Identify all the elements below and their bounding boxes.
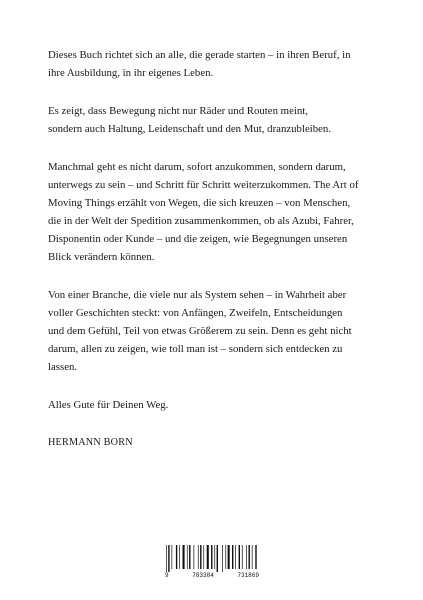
barcode-bar bbox=[232, 545, 233, 569]
text-line: und dem Gefühl, Teil von etwas Größerem zu sein. Denn es geht nicht bbox=[48, 325, 352, 337]
barcode-bar bbox=[166, 545, 167, 572]
barcode-bar bbox=[172, 545, 173, 569]
barcode-bar bbox=[189, 545, 190, 569]
text-line: voller Geschichten steckt: von Anfängen, Zweifeln, Entscheidungen bbox=[48, 307, 343, 319]
paragraph-journey bbox=[48, 158, 382, 266]
barcode-bar bbox=[187, 545, 188, 569]
text-line: Disponentin oder Kunde – und die zeigen, wie Begegnungen unseren bbox=[48, 233, 348, 245]
barcode-bar bbox=[228, 545, 230, 569]
barcode-bar bbox=[246, 545, 247, 569]
barcode-bar bbox=[252, 545, 253, 569]
barcode-bar bbox=[211, 545, 212, 569]
barcode-digit-group: 783384 bbox=[192, 572, 214, 579]
barcode-bar bbox=[194, 545, 195, 569]
barcode-bar bbox=[183, 545, 185, 569]
barcode-bar bbox=[256, 545, 257, 569]
barcode-digits bbox=[164, 572, 260, 579]
text-line: ihre Ausbildung, in ihr eigenes Leben. bbox=[48, 67, 214, 79]
text-line: sondern auch Haltung, Leidenschaft und den Mut, dranzubleiben. bbox=[48, 123, 332, 135]
barcode-bar bbox=[255, 545, 256, 569]
text-line: Es zeigt, dass Bewegung nicht nur Räder und Routen meint, bbox=[48, 105, 308, 117]
author-signature: HERMANN BORN bbox=[48, 437, 133, 448]
text-line: Manchmal geht es nicht darum, sofort anzukommen, sondern darum, bbox=[48, 161, 346, 173]
barcode-bar bbox=[242, 545, 243, 569]
barcode-bar bbox=[200, 545, 201, 569]
text-line: lassen. bbox=[48, 361, 78, 373]
barcode-bar bbox=[239, 545, 240, 569]
barcode-bar bbox=[176, 545, 177, 569]
barcode-bar bbox=[214, 545, 215, 569]
text-line: Dieses Buch richtet sich an alle, die gerade starten – in ihren Beruf, in bbox=[48, 49, 351, 61]
text-line: Von einer Branche, die viele nur als System sehen – in Wahrheit aber bbox=[48, 289, 347, 301]
barcode-bar bbox=[249, 545, 250, 569]
text-line: darum, allen zu zeigen, wie toll man ist – sondern sich entdecken zu bbox=[48, 343, 343, 355]
closing-greeting: Alles Gute für Deinen Weg. bbox=[48, 399, 169, 411]
barcode-bar bbox=[198, 545, 199, 569]
barcode-bar bbox=[207, 545, 209, 569]
paragraph-movement bbox=[48, 102, 382, 138]
barcode-bar bbox=[235, 545, 236, 569]
barcode-bar bbox=[225, 545, 226, 569]
text-line: unterwegs zu sein – und Schritt für Schritt weiterzukommen. The Art of bbox=[48, 179, 359, 191]
barcode-bar bbox=[168, 545, 169, 572]
barcode-bars bbox=[164, 545, 260, 572]
barcode-bar bbox=[222, 545, 223, 572]
paragraph-intro bbox=[48, 46, 382, 82]
barcode-bar bbox=[179, 545, 180, 569]
text-line: Blick verändern können. bbox=[48, 251, 155, 263]
body-text bbox=[48, 46, 382, 452]
isbn-barcode bbox=[164, 545, 260, 581]
text-line: Moving Things erzählt von Wegen, die sich kreuzen – von Menschen, bbox=[48, 197, 351, 209]
barcode-digit-group: 9 bbox=[165, 572, 169, 579]
barcode-digit-group: 731869 bbox=[237, 572, 259, 579]
barcode-bar bbox=[217, 545, 218, 572]
paragraph-industry bbox=[48, 286, 382, 376]
text-line: die in der Welt der Spedition zusammenkommen, ob als Azubi, Fahrer, bbox=[48, 215, 354, 227]
barcode-bar bbox=[203, 545, 204, 569]
